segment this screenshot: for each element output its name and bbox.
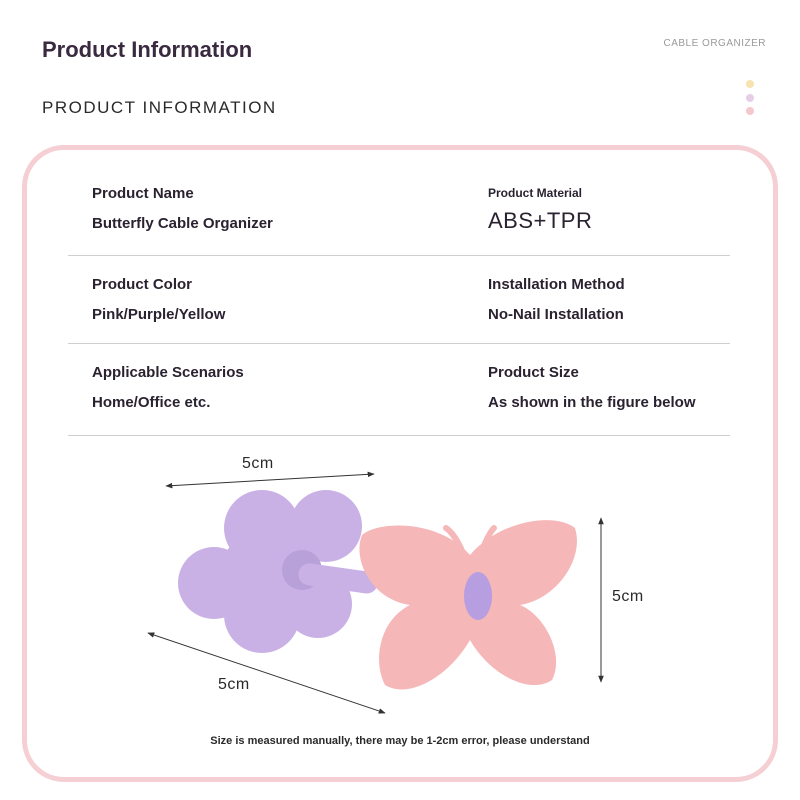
dot-pink (746, 107, 754, 115)
brand-label: CABLE ORGANIZER (663, 38, 766, 49)
height-label: 5cm (612, 588, 644, 605)
page-title: Product Information (42, 37, 253, 62)
depth-label: 5cm (218, 676, 250, 693)
spec-value: Butterfly Cable Organizer (92, 215, 273, 232)
spec-value: ABS+TPR (488, 208, 593, 233)
spec-installation-method (488, 276, 625, 323)
width-label: 5cm (242, 455, 274, 472)
spec-label: Product Material (488, 186, 583, 200)
spec-value: Home/Office etc. (92, 394, 211, 411)
spec-label: Product Size (488, 364, 579, 381)
spec-product-size (488, 364, 696, 411)
spec-applicable-scenarios (92, 364, 244, 411)
spec-product-name (92, 185, 273, 232)
spec-label: Product Name (92, 185, 194, 202)
divider (68, 435, 730, 436)
dot-yellow (746, 80, 754, 88)
spec-product-material (488, 186, 592, 234)
dot-purple (746, 94, 754, 102)
divider (68, 255, 730, 256)
spec-label: Product Color (92, 276, 192, 293)
measurement-note: Size is measured manually, there may be 1-2cm error, please understand (210, 735, 590, 747)
spec-label: Applicable Scenarios (92, 364, 244, 381)
spec-value: Pink/Purple/Yellow (92, 306, 226, 323)
decorative-dots (746, 80, 756, 116)
page-subtitle: PRODUCT INFORMATION (42, 98, 277, 117)
spec-product-color (92, 276, 225, 323)
spec-label: Installation Method (488, 276, 625, 293)
spec-value: As shown in the figure below (488, 394, 696, 411)
divider (68, 343, 730, 344)
spec-value: No-Nail Installation (488, 306, 624, 323)
